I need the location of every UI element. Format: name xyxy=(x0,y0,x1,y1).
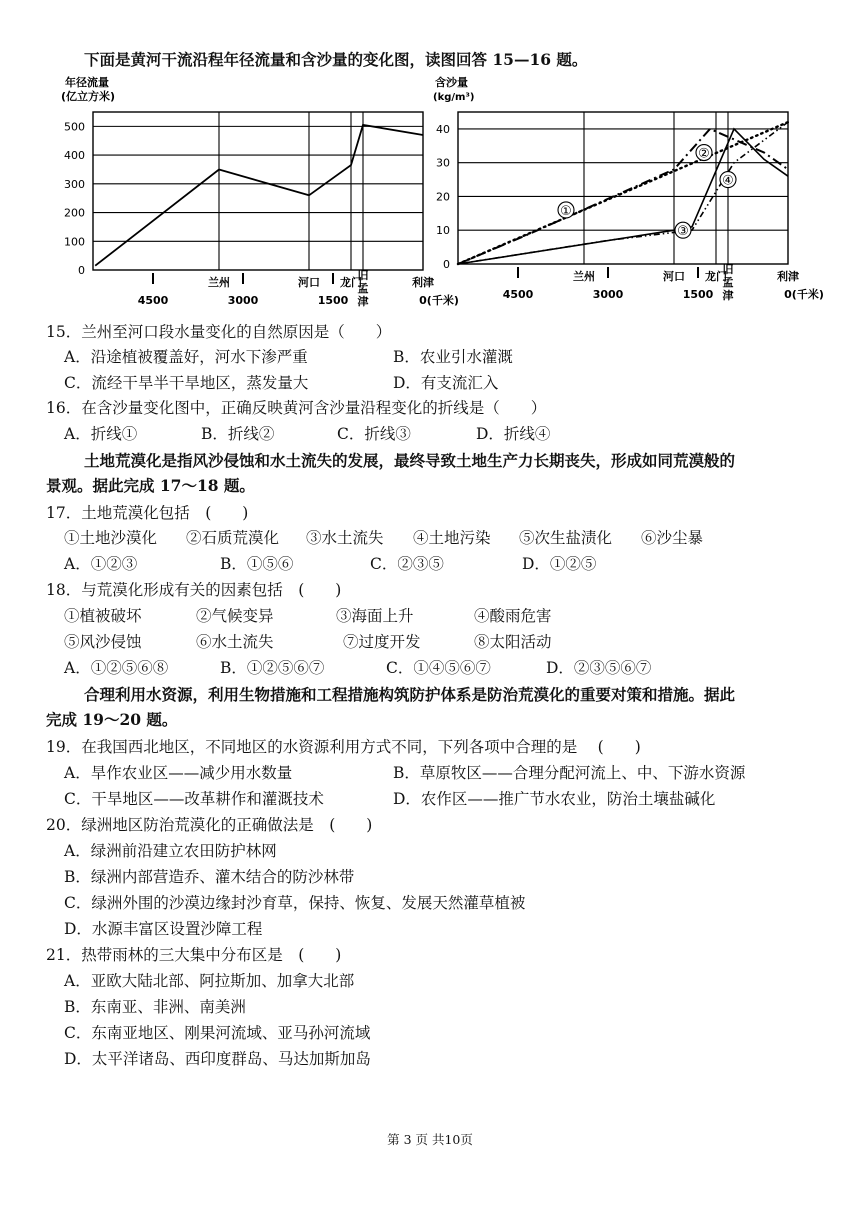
q17-option-a[interactable]: A．①②③ xyxy=(64,555,138,573)
c2-xtick-label-0: 4500 xyxy=(502,288,534,301)
q16-option-c[interactable]: C．折线③ xyxy=(337,425,411,443)
q17-item-4: ④土地污染 xyxy=(413,529,491,547)
c1-ytick-label-3: 200 xyxy=(64,206,85,220)
q20-option-b[interactable]: B．绿洲内部营造乔、灌木结合的防沙林带 xyxy=(64,868,355,886)
c2-place-label-0: 兰州 xyxy=(573,270,595,283)
q20-option-d[interactable]: D．水源丰富区设置沙障工程 xyxy=(64,920,263,938)
c1-xtick-label-2: 1500 xyxy=(317,294,349,307)
q19-option-a[interactable]: A．旱作农业区——减少用水数量 xyxy=(64,764,293,782)
c2-place-label-5: 津 xyxy=(722,289,734,302)
c2-place-label-4: 孟 xyxy=(722,276,734,289)
c2-ytick-label-1: 30 xyxy=(436,156,450,170)
q16-option-b[interactable]: B．折线② xyxy=(201,425,275,443)
c2-series-label-1: ② xyxy=(698,146,710,162)
c2-place-label-2: 龙门 xyxy=(705,270,727,283)
c2-xtick-label-1: 3000 xyxy=(592,288,624,301)
runoff-ylabel-1: 年径流量 xyxy=(65,76,109,89)
c1-ytick-label-4: 100 xyxy=(64,235,85,249)
q16-stem: 16．在含沙量变化图中，正确反映黄河含沙量沿程变化的折线是（ ） xyxy=(46,399,547,417)
c1-ytick-label-0: 500 xyxy=(64,120,85,134)
q18-item-4: ④酸雨危害 xyxy=(474,607,552,625)
q20-option-a[interactable]: A．绿洲前沿建立农田防护林网 xyxy=(64,842,277,860)
q15-option-d[interactable]: D．有支流汇入 xyxy=(393,374,499,392)
c2-place-label-3: 旧 xyxy=(722,263,734,276)
q17-item-5: ⑤次生盐渍化 xyxy=(519,529,613,547)
c1-place-label-0: 兰州 xyxy=(208,276,230,289)
c1-xtick-label-3: 0(千米) xyxy=(419,294,459,307)
q16-option-a[interactable]: A．折线① xyxy=(64,425,138,443)
c1-place-label-4: 孟 xyxy=(357,282,369,295)
q16-option-d[interactable]: D．折线④ xyxy=(476,425,551,443)
q18-item-8: ⑧太阳活动 xyxy=(474,633,552,651)
q17-item-3: ③水土流失 xyxy=(306,529,384,547)
q21-option-c[interactable]: C．东南亚地区、刚果河流域、亚马孙河流域 xyxy=(64,1024,371,1042)
q19-stem: 19．在我国西北地区，不同地区的水资源利用方式不同，下列各项中合理的是 ( ) xyxy=(46,738,641,756)
c2-series-label-2: ③ xyxy=(677,224,689,240)
q17-item-1: ①土地沙漠化 xyxy=(64,529,158,547)
q17-option-b[interactable]: B．①⑤⑥ xyxy=(220,555,294,573)
q21-option-a[interactable]: A．亚欧大陆北部、阿拉斯加、加拿大北部 xyxy=(64,972,355,990)
sediment-chart xyxy=(425,74,825,324)
c1-place-label-2: 龙门 xyxy=(340,276,362,289)
q18-option-c[interactable]: C．①④⑤⑥⑦ xyxy=(386,659,491,677)
c2-ytick-label-2: 20 xyxy=(436,190,450,204)
q15-option-c[interactable]: C．流经干旱半干旱地区，蒸发量大 xyxy=(64,374,309,392)
runoff-ylabel-2: (亿立方米) xyxy=(61,90,116,103)
c2-ytick-label-3: 10 xyxy=(436,224,450,238)
c2-ytick-label-4: 0 xyxy=(443,258,450,271)
q15-option-a[interactable]: A．沿途植被覆盖好，河水下渗严重 xyxy=(64,348,308,366)
c2-series-line-0 xyxy=(458,122,788,264)
q18-stem: 18．与荒漠化形成有关的因素包括 ( ) xyxy=(46,581,342,599)
q15-stem: 15．兰州至河口段水量变化的自然原因是（ ） xyxy=(46,323,392,341)
q20-stem: 20．绿洲地区防治荒漠化的正确做法是 ( ) xyxy=(46,816,373,834)
c2-series-label-0: ① xyxy=(560,203,572,219)
c2-place-label-1: 河口 xyxy=(663,270,685,283)
q17-item-2: ②石质荒漠化 xyxy=(186,529,280,547)
c2-xtick-label-3: 0(千米) xyxy=(784,288,824,301)
q18-option-b[interactable]: B．①②⑤⑥⑦ xyxy=(220,659,325,677)
c1-ytick-label-5: 0 xyxy=(78,264,85,277)
q17-option-c[interactable]: C．②③⑤ xyxy=(370,555,444,573)
q18-item-2: ②气候变异 xyxy=(196,607,274,625)
q21-option-b[interactable]: B．东南亚、非洲、南美洲 xyxy=(64,998,246,1016)
q15-option-b[interactable]: B．农业引水灌溉 xyxy=(393,348,513,366)
c2-ytick-label-0: 40 xyxy=(436,122,450,136)
c1-ytick-label-2: 300 xyxy=(64,177,85,191)
runoff-plot-frame xyxy=(93,112,423,270)
q19-option-b[interactable]: B．草原牧区——合理分配河流上、中、下游水资源 xyxy=(393,764,746,782)
q19-option-c[interactable]: C．干旱地区——改革耕作和灌溉技术 xyxy=(64,790,324,808)
desertification-intro-line2: 景观。据此完成 17～18 题。 xyxy=(46,476,255,495)
c1-place-label-6: 利津 xyxy=(412,276,434,289)
q21-stem: 21．热带雨林的三大集中分布区是 ( ) xyxy=(46,946,342,964)
q18-item-5: ⑤风沙侵蚀 xyxy=(64,633,142,651)
c1-xtick-label-0: 4500 xyxy=(137,294,169,307)
q21-option-d[interactable]: D．太平洋诸岛、西印度群岛、马达加斯加岛 xyxy=(64,1050,371,1068)
water-resource-intro-line1: 合理利用水资源，利用生物措施和工程措施构筑防护体系是防治荒漠化的重要对策和措施。据此 xyxy=(84,685,736,704)
sediment-ylabel-1: 含沙量 xyxy=(435,76,468,89)
c1-place-label-1: 河口 xyxy=(298,276,320,289)
q18-item-7: ⑦过度开发 xyxy=(343,633,421,651)
q19-option-d[interactable]: D．农作区——推广节水农业，防治土壤盐碱化 xyxy=(393,790,716,808)
c2-xtick-label-2: 1500 xyxy=(682,288,714,301)
page-footer: 第 3 页 共10页 xyxy=(387,1132,473,1147)
q18-item-3: ③海面上升 xyxy=(336,607,414,625)
c1-ytick-label-1: 400 xyxy=(64,149,85,163)
q18-option-d[interactable]: D．②③⑤⑥⑦ xyxy=(546,659,652,677)
q17-item-6: ⑥沙尘暴 xyxy=(641,529,704,547)
sediment-ylabel-2: (kg/m³) xyxy=(433,92,475,103)
c2-place-label-6: 利津 xyxy=(777,270,799,283)
q18-item-1: ①植被破坏 xyxy=(64,607,142,625)
q18-option-a[interactable]: A．①②⑤⑥⑧ xyxy=(64,659,169,677)
q17-stem: 17．土地荒漠化包括 ( ) xyxy=(46,504,249,522)
desertification-intro-line1: 土地荒漠化是指风沙侵蚀和水土流失的发展，最终导致土地生产力长期丧失，形成如同荒漠般的 xyxy=(84,451,736,470)
water-resource-intro-line2: 完成 19～20 题。 xyxy=(46,710,178,729)
chart-intro: 下面是黄河干流沿程年径流量和含沙量的变化图，读图回答 15—16 题。 xyxy=(84,50,588,69)
sediment-plot-frame xyxy=(458,112,788,264)
q18-item-6: ⑥水土流失 xyxy=(196,633,274,651)
q17-option-d[interactable]: D．①②⑤ xyxy=(522,555,597,573)
c1-place-label-5: 津 xyxy=(357,295,369,308)
q20-option-c[interactable]: C．绿洲外围的沙漠边缘封沙育草，保持、恢复、发展天然灌草植被 xyxy=(64,894,526,912)
c2-series-label-3: ④ xyxy=(722,173,734,189)
c1-xtick-label-1: 3000 xyxy=(227,294,259,307)
c1-place-label-3: 旧 xyxy=(357,269,369,282)
c1-series-line-0 xyxy=(95,125,423,266)
